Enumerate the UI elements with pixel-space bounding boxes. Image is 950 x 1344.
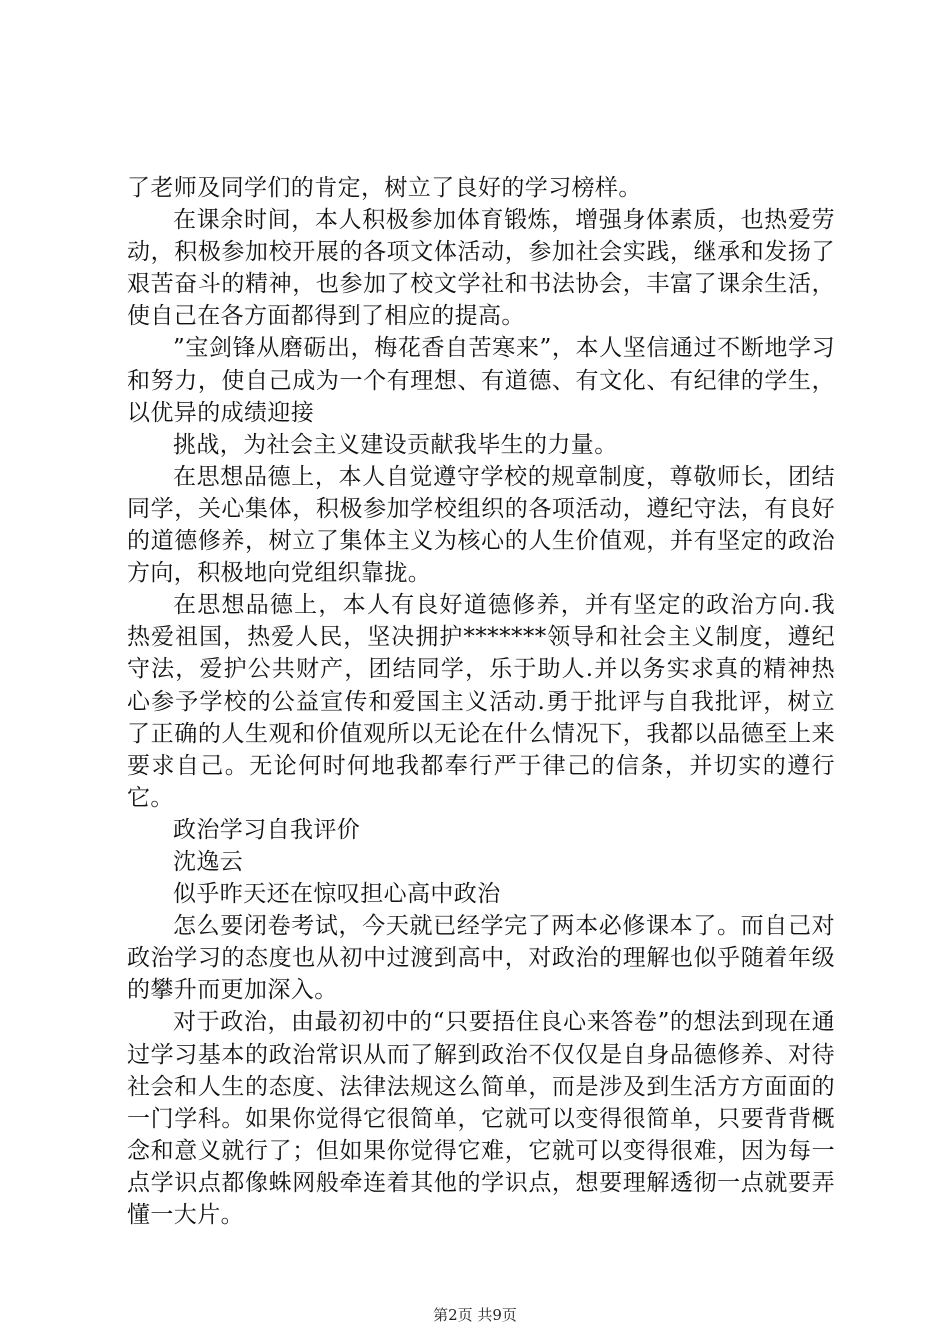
paragraph: 对于政治，由最初初中的“只要捂住良心来答卷”的想法到现在通过学习基本的政治常识从而了解到政治不仅仅是自身品德修养、对待社会和人生的态度、法律法规这么简单，而是涉及到生活方方面面的一门学科。如果你觉得它很简单，它就可以变得很简单，只要背背概念和意义就行了；但如果你觉得它难，它就可以变得很难，因为每一点学识点都像蛛网般牵连着其他的学识点，想要理解透彻一点就要弄懂一大片。 — [127, 1009, 835, 1228]
paragraph: 在思想品德上，本人有良好道德修养，并有坚定的政治方向.我热爱祖国，热爱人民，坚决拥护*******领导和社会主义制度，遵纪守法，爱护公共财产，团结同学，乐于助人.并以务实求真的精神热心参予学校的公益宣传和爱国主义活动.勇于批评与自我批评，树立了正确的人生观和价值观所以无论在什么情况下，我都以品德至上来要求自己。无论何时何地我都奉行严于律己的信条，并切实的遵行它。 — [127, 592, 835, 811]
page-number-footer: 第2页 共9页 — [433, 1306, 517, 1324]
section-heading: 政治学习自我评价 — [173, 816, 361, 843]
paragraph: ”宝剑锋从磨砺出，梅花香自苦寒来”，本人坚信通过不断地学习和努力，使自己成为一个有理想、有道德、有文化、有纪律的学生，以优异的成绩迎接 — [127, 335, 835, 426]
author-name: 沈逸云 — [173, 848, 244, 875]
paragraph: 在课余时间，本人积极参加体育锻炼，增强身体素质，也热爱劳动，积极参加校开展的各项文体活动，参加社会实践，继承和发扬了艰苦奋斗的精神，也参加了校文学社和书法协会，丰富了课余生活，使自己在各方面都得到了相应的提高。 — [127, 207, 835, 330]
paragraph: 怎么要闭卷考试，今天就已经学完了两本必修课本了。而自己对政治学习的态度也从初中过渡到高中，对政治的理解也似乎随着年级的攀升而更加深入。 — [127, 913, 835, 1004]
paragraph: 了老师及同学们的肯定，树立了良好的学习榜样。 — [127, 175, 642, 201]
paragraph: 似乎昨天还在惊叹担心高中政治 — [173, 881, 501, 908]
document-body — [127, 172, 835, 1231]
paragraph: 在思想品德上，本人自觉遵守学校的规章制度，尊敬师长，团结同学，关心集体，积极参加学校组织的各项活动，遵纪守法，有良好的道德修养，树立了集体主义为核心的人生价值观，并有坚定的政治方向，积极地向党组织靠拢。 — [127, 463, 835, 587]
paragraph: 挑战，为社会主义建设贡献我毕生的力量。 — [173, 431, 618, 458]
